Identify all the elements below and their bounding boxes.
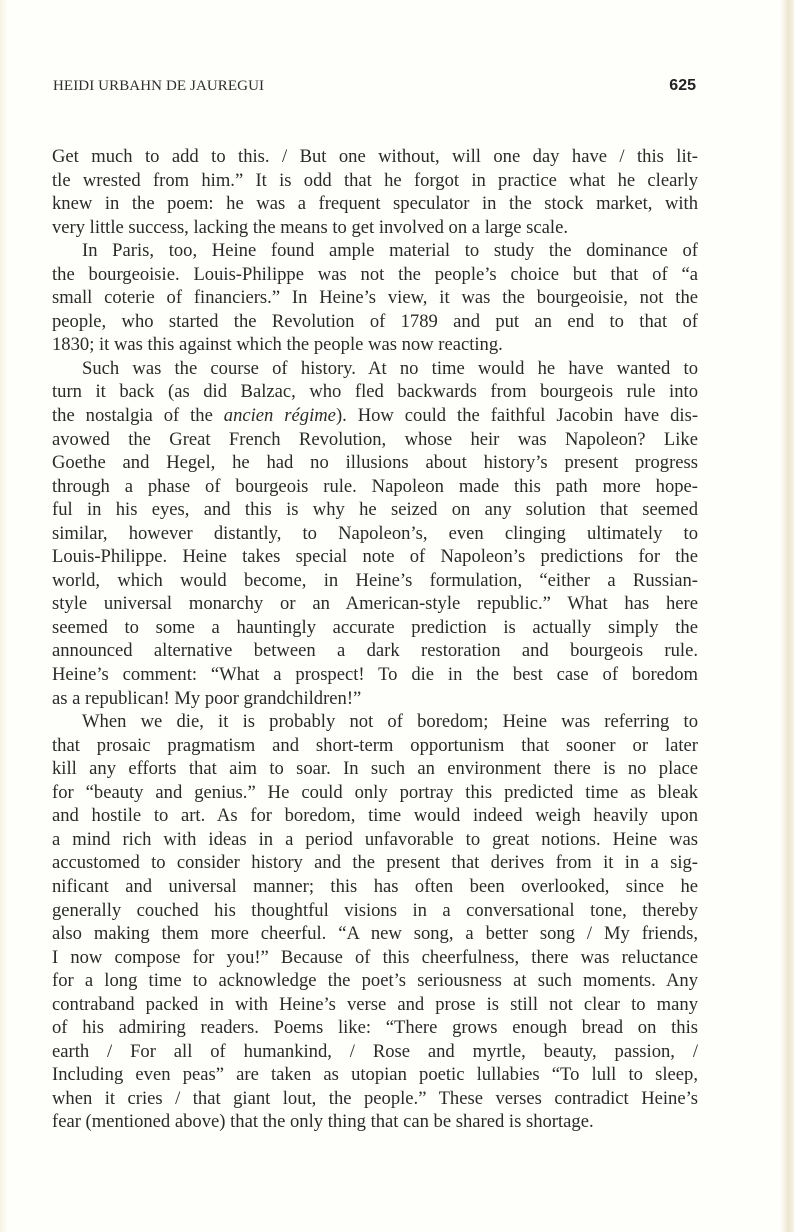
text-line-with-italic bbox=[52, 404, 698, 428]
text-line: the bourgeoisie. Louis-Philippe was not the people’s choice but that of “a bbox=[52, 263, 698, 285]
text-line: seemed to some a hauntingly accurate prediction is actually simply the bbox=[52, 616, 698, 638]
text-line: knew in the poem: he was a frequent speculator in the stock market, with bbox=[52, 193, 698, 215]
text-line: tle wrested from him.” It is odd that he forgot in practice what he clearly bbox=[52, 169, 698, 191]
text-line: through a phase of bourgeois rule. Napoleon made this path more hope- bbox=[52, 475, 698, 497]
text-line: for a long time to acknowledge the poet’s seriousness at such moments. Any bbox=[52, 970, 698, 992]
running-head-author: HEIDI URBAHN DE JAUREGUI bbox=[53, 78, 265, 94]
text-line: world, which would become, in Heine’s formulation, “either a Russian- bbox=[52, 569, 698, 591]
paragraph bbox=[52, 357, 698, 710]
text-line: style universal monarchy or an American-style republic.” What has here bbox=[52, 593, 698, 615]
text-line: a mind rich with ideas in a period unfavorable to great notions. Heine was bbox=[52, 828, 698, 850]
paragraph bbox=[52, 145, 698, 239]
page-edge-left bbox=[0, 0, 8, 1232]
paragraph bbox=[52, 710, 698, 1134]
text-line: Including even peas” are taken as utopian poetic lullabies “To lull to sleep, bbox=[52, 1064, 698, 1086]
text-line: announced alternative between a dark restoration and bourgeois rule. bbox=[52, 640, 698, 662]
paragraph bbox=[52, 239, 698, 357]
text-line: that prosaic pragmatism and short-term opportunism that sooner or later bbox=[52, 734, 698, 756]
body-text bbox=[52, 145, 698, 1134]
text-line: earth / For all of humankind, / Rose and myrtle, beauty, passion, / bbox=[52, 1040, 698, 1062]
text-line: as a republican! My poor grandchildren!” bbox=[52, 687, 362, 709]
text-line: When we die, it is probably not of boredom; Heine was referring to bbox=[82, 711, 698, 733]
text-line: of his admiring readers. Poems like: “There grows enough bread on this bbox=[52, 1017, 698, 1039]
text-line: kill any efforts that aim to soar. In such an environment there is no place bbox=[52, 758, 698, 780]
text-line: 1830; it was this against which the people was now reacting. bbox=[52, 334, 503, 356]
text-line: for “beauty and genius.” He could only portray this predicted time as bleak bbox=[52, 781, 698, 803]
text-line: avowed the Great French Revolution, whose heir was Napoleon? Like bbox=[52, 428, 698, 450]
text-line: similar, however distantly, to Napoleon’s, even clinging ultimately to bbox=[52, 522, 698, 544]
text-line: also making them more cheerful. “A new song, a better song / My friends, bbox=[52, 923, 698, 945]
text-line: Louis-Philippe. Heine takes special note of Napoleon’s predictions for the bbox=[52, 546, 698, 568]
text-line: Get much to add to this. / But one without, will one day have / this lit- bbox=[52, 146, 698, 167]
text-segment: ). How could the faithful Jacobin have dis- bbox=[335, 405, 699, 427]
text-line: contraband packed in with Heine’s verse and prose is still not clear to many bbox=[52, 993, 698, 1015]
text-line: I now compose for you!” Because of this cheerfulness, there was reluctance bbox=[52, 946, 698, 968]
text-line: accustomed to consider history and the present that derives from it in a sig- bbox=[52, 852, 698, 874]
text-line: ful in his eyes, and this is why he seized on any solution that seemed bbox=[52, 499, 698, 521]
text-line: fear (mentioned above) that the only thing that can be shared is shortage. bbox=[52, 1111, 594, 1133]
text-line: turn it back (as did Balzac, who fled backwards from bourgeois rule into bbox=[52, 381, 698, 403]
page-edge-right bbox=[780, 0, 794, 1232]
text-line: small coterie of financiers.” In Heine’s view, it was the bourgeoisie, not the bbox=[52, 287, 698, 309]
text-line: when it cries / that giant lout, the people.” These verses contradict Heine’s bbox=[52, 1087, 698, 1109]
text-line: Heine’s comment: “What a prospect! To die in the best case of boredom bbox=[52, 664, 698, 686]
text-line: In Paris, too, Heine found ample material to study the dominance of bbox=[82, 240, 698, 262]
text-segment: the nostalgia of the bbox=[52, 405, 224, 427]
text-line: Such was the course of history. At no time would he have wanted to bbox=[82, 357, 698, 379]
text-line: very little success, lacking the means to get involved on a large scale. bbox=[52, 216, 568, 238]
page-number: 625 bbox=[669, 77, 696, 94]
text-line: Goethe and Hegel, he had no illusions about history’s present progress bbox=[52, 452, 698, 474]
text-line: nificant and universal manner; this has often been overlooked, since he bbox=[52, 875, 698, 897]
text-line: and hostile to art. As for boredom, time would indeed weigh heavily upon bbox=[52, 805, 698, 827]
italic-phrase: ancien régime bbox=[223, 405, 336, 427]
text-line: people, who started the Revolution of 1789 and put an end to that of bbox=[52, 310, 698, 332]
text-line: generally couched his thoughtful visions in a conversational tone, thereby bbox=[52, 899, 698, 921]
running-head bbox=[53, 78, 696, 98]
